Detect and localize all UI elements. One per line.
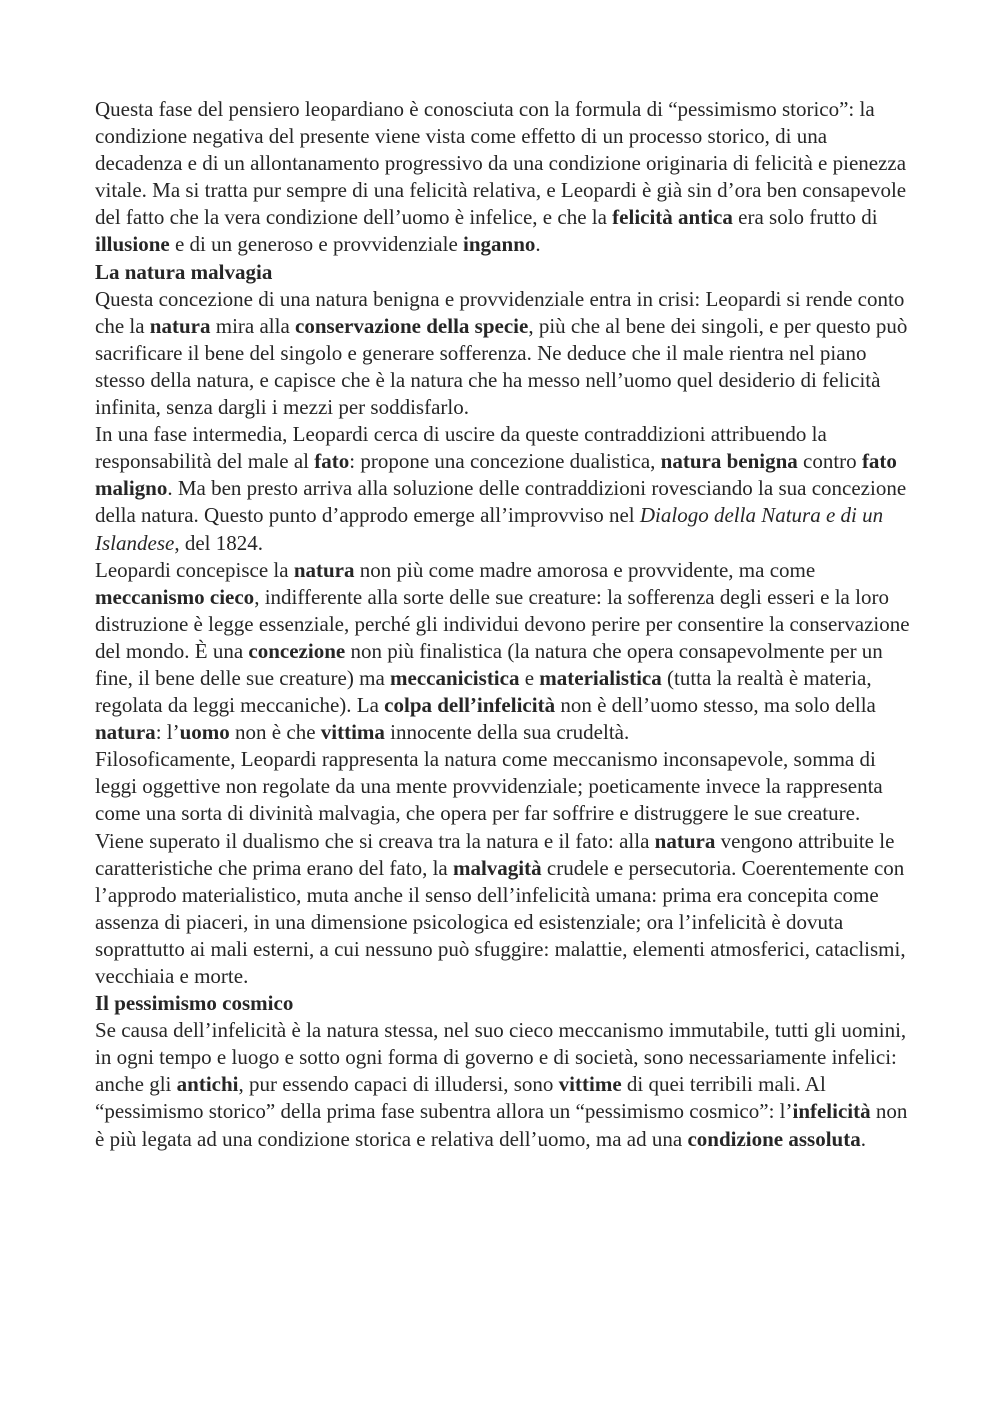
text-run: Questa fase del pensiero leopardiano è conosciuta con la formula di “pessimismo storico”: la condizione negativa del presente viene vista come effetto di un processo storico, di una decadenza e di un allontanamento progressivo da una condizione originaria di felicità e pienezza vitale. Ma si tratta pur sempre di una felicità relativa, e Leopardi è già sin d’ora ben consapevole del fatto che la vera condizione dell’uomo è infelice, e che la	[95, 97, 907, 230]
bold-term: fato maligno	[95, 449, 897, 501]
bold-term: colpa dell’infelicità	[384, 693, 556, 718]
italic-title: Dialogo della Natura e di un Islandese	[95, 503, 884, 555]
section-heading: Il pessimismo cosmico	[95, 991, 294, 1016]
body-paragraph	[95, 1017, 910, 1152]
text-run: e di un generoso e provvidenziale	[169, 232, 464, 257]
text-run: di quei terribili mali. Al “pessimismo storico” della prima fase subentra allora un “pessimismo cosmico”: l’	[95, 1072, 826, 1124]
bold-term: meccanicistica	[390, 665, 520, 690]
section-heading: La natura malvagia	[95, 259, 273, 284]
bold-term: vittima	[320, 720, 385, 745]
text-run: innocente della sua crudeltà.	[384, 720, 630, 745]
text-run: mira alla	[210, 313, 296, 338]
body-paragraph	[95, 746, 910, 990]
text-run: .	[535, 232, 541, 257]
text-run: Questa concezione di una natura benigna e provvidenziale entra in crisi: Leopardi si rende conto che la	[95, 286, 905, 338]
text-run: Se causa dell’infelicità è la natura stessa, nel suo cieco meccanismo immutabile, tutti gli uomini, in ogni tempo e luogo e sotto ogni forma di governo e di società, sono necessariamente infelici: anche gli	[95, 1018, 907, 1097]
body-paragraph	[95, 286, 910, 421]
bold-term: antichi	[176, 1072, 239, 1097]
document-page	[95, 96, 910, 1153]
bold-term: natura	[654, 828, 716, 853]
bold-term: felicità antica	[612, 205, 733, 230]
bold-term: natura benigna	[660, 449, 798, 474]
bold-term: materialistica	[539, 665, 662, 690]
bold-term: natura	[149, 313, 211, 338]
bold-term: meccanismo cieco	[95, 584, 255, 609]
bold-term: uomo	[179, 720, 230, 745]
text-run: Leopardi concepisce la	[95, 557, 294, 582]
text-run: non è che	[229, 720, 321, 745]
bold-term: vittime	[558, 1072, 622, 1097]
text-run: vengono attribuite le caratteristiche che prima erano del fato, la	[95, 828, 895, 880]
bold-term: condizione assoluta	[687, 1126, 861, 1151]
text-run: non è più legata ad una condizione storica e relativa dell’uomo, ma ad una	[95, 1099, 908, 1151]
text-run: contro	[797, 449, 862, 474]
text-run: era solo frutto di	[732, 205, 878, 230]
bold-term: conservazione della specie	[295, 313, 529, 338]
text-run: , più che al bene dei singoli, e per questo può sacrificare il bene del singolo e generare sofferenza. Ne deduce che il male rientra nel piano stesso della natura, e capisce che è la natura che ha messo nell’uomo quel desiderio di felicità infinita, senza dargli i mezzi per soddisfarlo.	[95, 313, 908, 420]
bold-term: natura	[95, 720, 156, 745]
text-run: : l’	[155, 720, 180, 745]
bold-term: fato	[314, 449, 350, 474]
text-run: .	[860, 1126, 866, 1151]
text-run: non è dell’uomo stesso, ma solo della	[555, 693, 876, 718]
text-run: , pur essendo capaci di illudersi, sono	[238, 1072, 559, 1097]
text-run: (tutta la realtà è materia, regolata da leggi meccaniche). La	[95, 665, 872, 718]
text-run: non più come madre amorosa e provvidente, ma come	[354, 557, 816, 582]
text-run: : propone una concezione dualistica,	[349, 449, 661, 474]
body-paragraph	[95, 421, 910, 556]
bold-term: malvagità	[452, 855, 542, 880]
text-run: crudele e persecutoria. Coerentemente con l’approdo materialistico, muta anche il senso dell’infelicità umana: prima era concepita come assenza di piaceri, in una dimensione psicologica ed esistenziale; ora l’infelicità è dovuta soprattutto ai mali esterni, a cui nessuno può sfuggire: malattie, elementi atmosferici, cataclismi, vecchiaia e morte.	[95, 855, 906, 988]
text-run: In una fase intermedia, Leopardi cerca di uscire da queste contraddizioni attribuendo la responsabilità del male al	[95, 422, 827, 474]
bold-term: inganno	[463, 232, 536, 257]
bold-term: concezione	[248, 638, 346, 663]
bold-term: illusione	[95, 232, 170, 257]
text-run: non più finalistica (la natura che opera consapevolmente per un fine, il bene delle sue creature) ma	[95, 638, 883, 690]
bold-term: natura	[293, 557, 355, 582]
bold-term: infelicità	[792, 1099, 871, 1124]
text-run: e	[519, 665, 540, 690]
text-run: , del 1824.	[174, 530, 263, 555]
text-run: , indifferente alla sorte delle sue creature: la sofferenza degli esseri e la loro distruzione è legge essenziale, perché gli individui devono perire per consentire la conservazione del mondo. È una	[95, 584, 910, 663]
body-paragraph	[95, 96, 910, 259]
text-run: . Ma ben presto arriva alla soluzione delle contraddizioni rovesciando la sua concezione della natura. Questo punto d’approdo emerge all’improvviso nel	[95, 476, 907, 528]
body-paragraph	[95, 557, 910, 747]
text-run: Filosoficamente, Leopardi rappresenta la natura come meccanismo inconsapevole, somma di leggi oggettive non regolate da una mente provvidenziale; poeticamente invece la rappresenta come una sorta di divinità malvagia, che opera per far soffrire e distruggere le sue creature. Viene superato il dualismo che si creava tra la natura e il fato: alla	[95, 747, 883, 853]
